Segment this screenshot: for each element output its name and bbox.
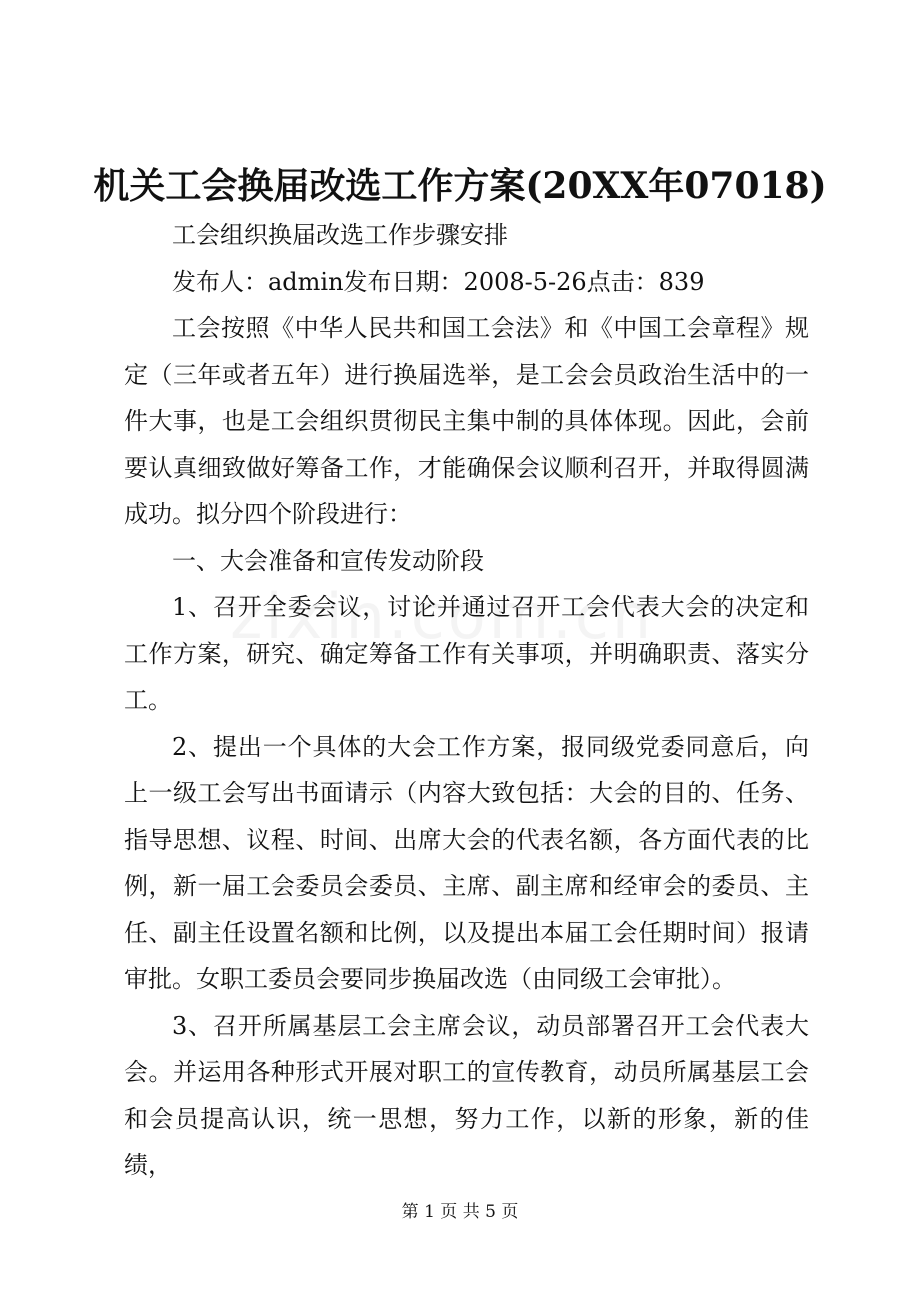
- step-3-paragraph: 3、召开所属基层工会主席会议，动员部署召开工会代表大会。并运用各种形式开展对职工的宣传教育，动员所属基层工会和会员提高认识，统一思想，努力工作，以新的形象，新的佳绩，: [124, 1011, 809, 1179]
- page-footer: 第 1 页 共 5 页: [401, 1202, 519, 1222]
- step-2-paragraph: 2、提出一个具体的大会工作方案，报同级党委同意后，向上一级工会写出书面请示（内容大致包括：大会的目的、任务、指导思想、议程、时间、出席大会的代表名额，各方面代表的比例，新一届工会委员会委员、主席、副主席和经审会的委员、主任、副主任设置名额和比例，以及提出本届工会任期时间）报请审批。女职工委员会要同步换届改选（由同级工会审批）。: [124, 732, 809, 993]
- subtitle-paragraph: 工会组织换届改选工作步骤安排: [172, 221, 508, 249]
- document-title: 机关工会换届改选工作方案(20XX年07018): [93, 165, 827, 207]
- publish-info-paragraph: 发布人：admin发布日期：2008-5-26点击：839: [172, 267, 705, 296]
- section-heading: 一、大会准备和宣传发动阶段: [172, 546, 484, 575]
- intro-paragraph: 工会按照《中华人民共和国工会法》和《中国工会章程》规定（三年或者五年）进行换届选举，是工会会员政治生活中的一件大事，也是工会组织贯彻民主集中制的具体体现。因此，会前要认真细致做好筹备工作，才能确保会议顺利召开，并取得圆满成功。拟分四个阶段进行：: [124, 314, 809, 528]
- step-1-paragraph: 1、召开全委会议，讨论并通过召开工会代表大会的决定和工作方案，研究、确定筹备工作有关事项，并明确职责、落实分工。: [124, 593, 809, 714]
- document-body: [124, 212, 809, 1189]
